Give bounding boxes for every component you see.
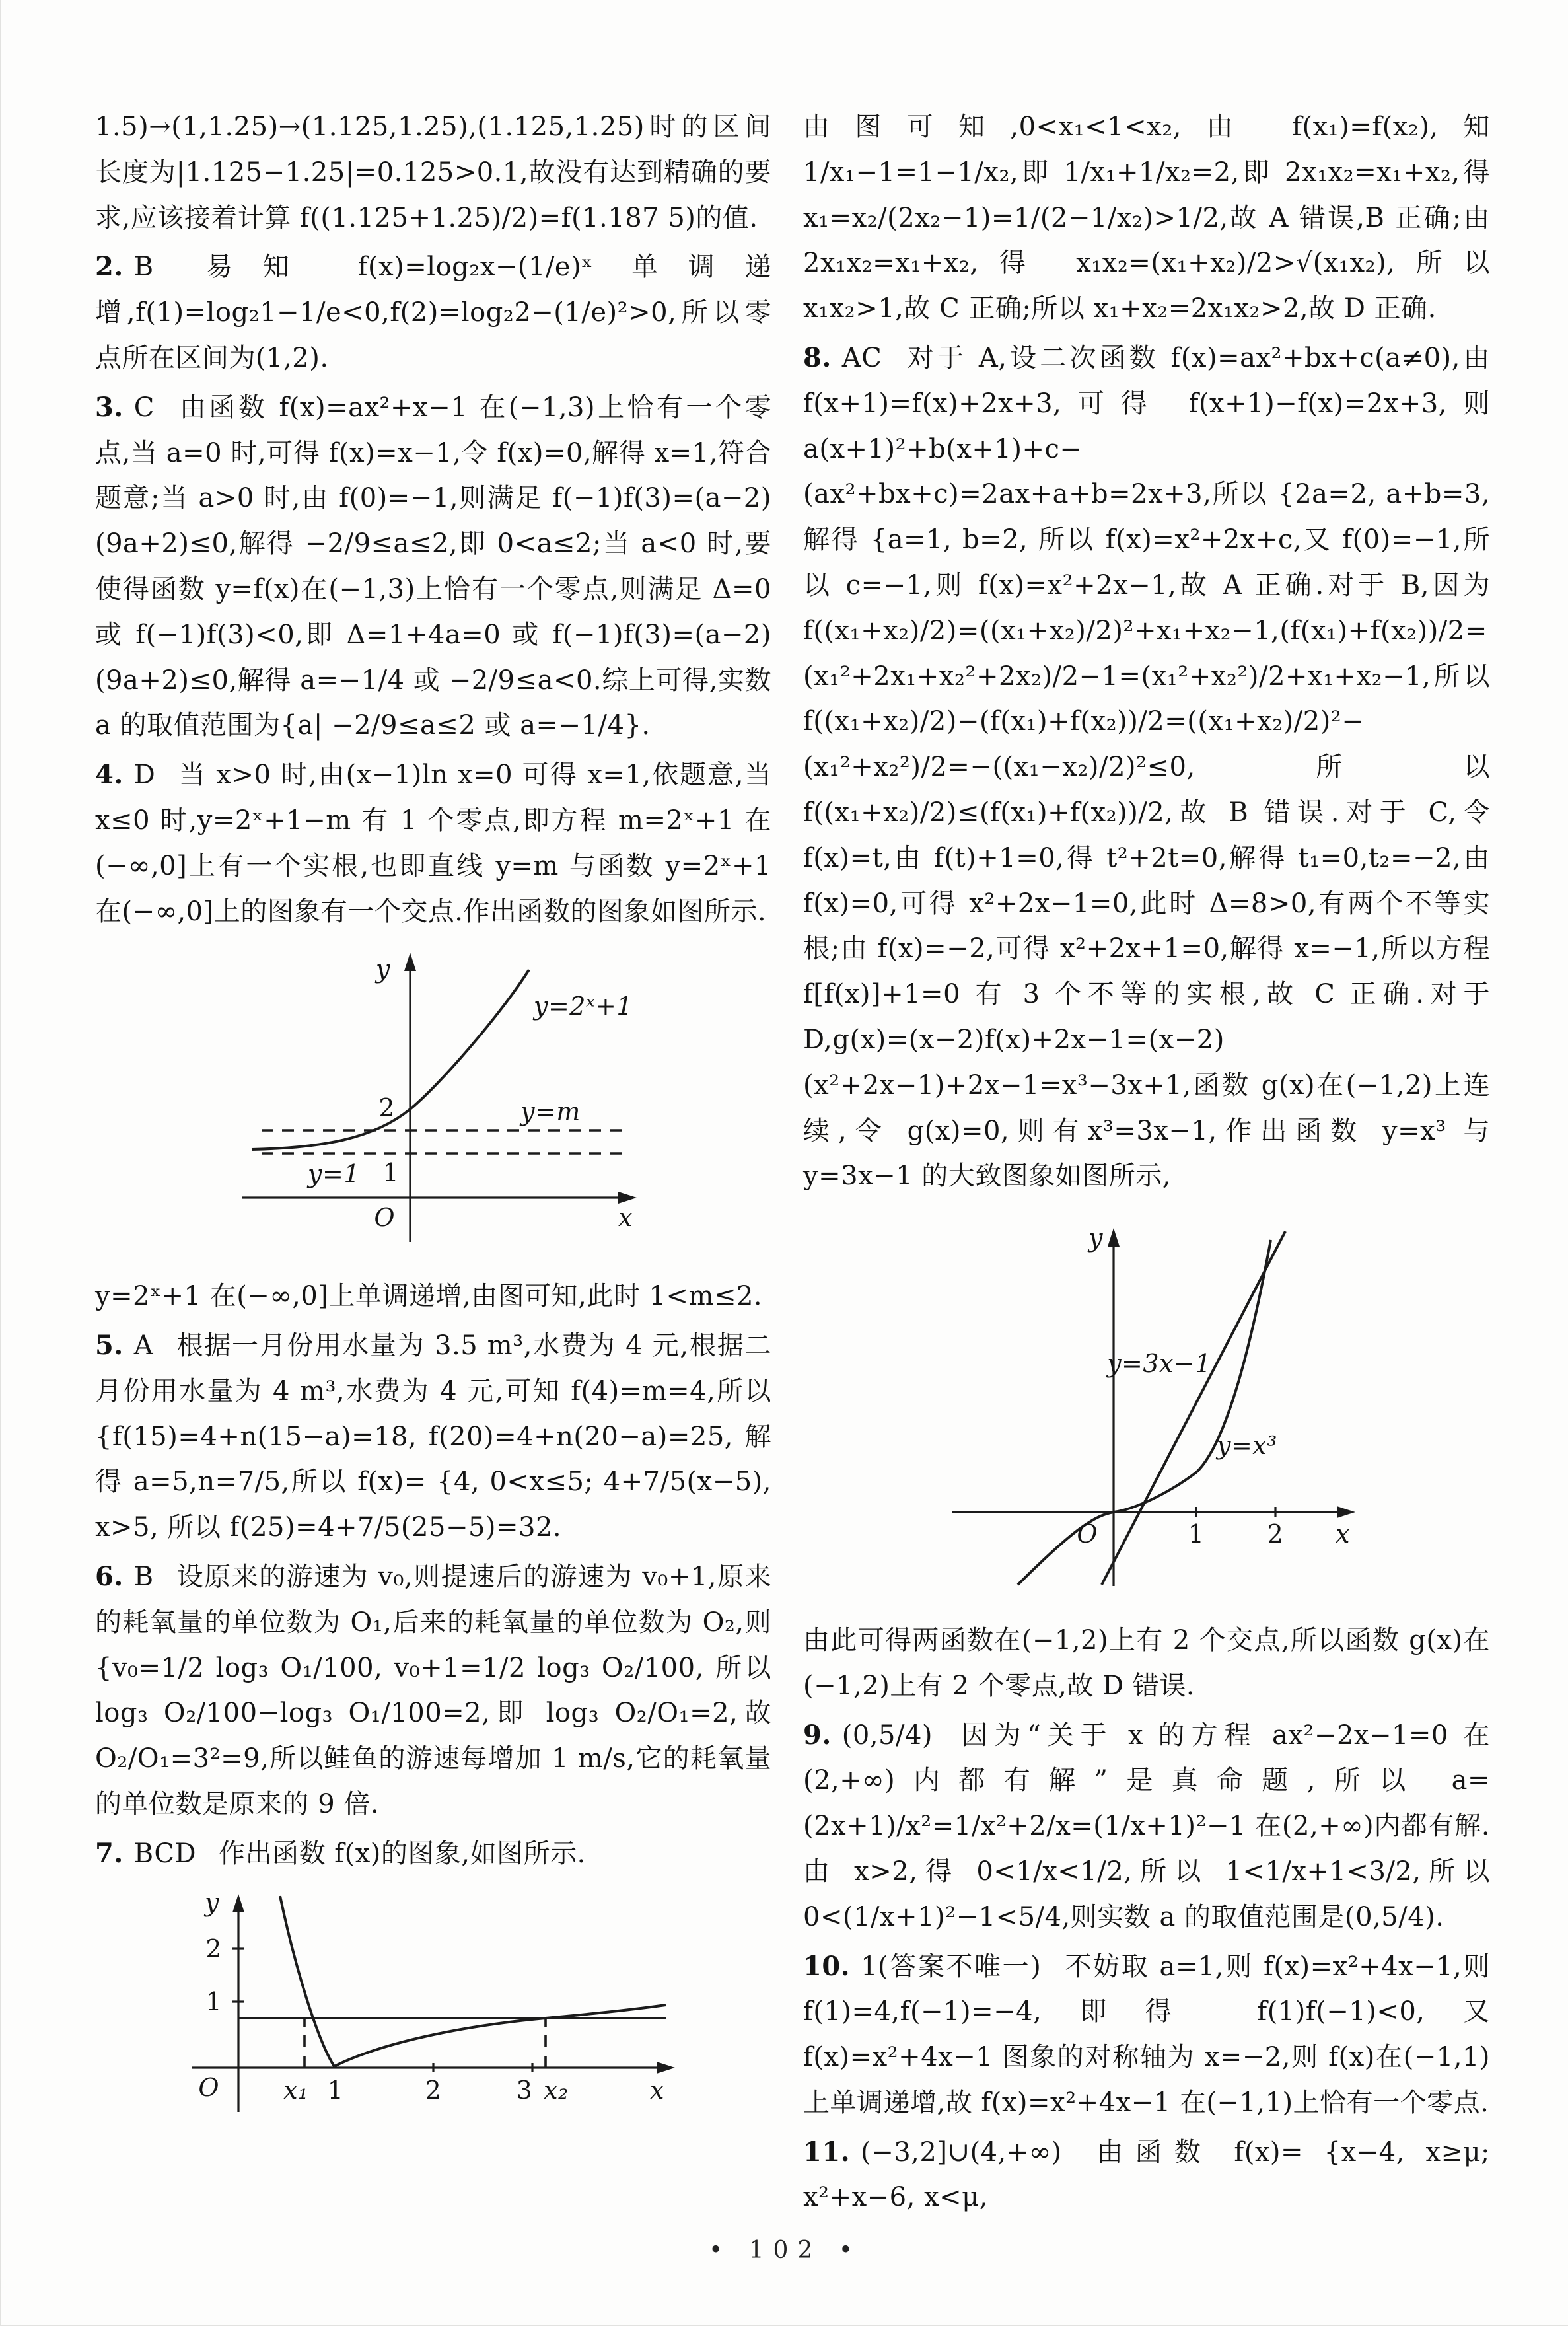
solution-body: 根据一月份用水量为 3.5 m³,水费为 4 元,根据二月份用水量为 4 m³,水费为 4 元,可知 f(4)=m=4,所以 {f(15)=4+n(15−a)=18, f(20)=4+n(20−a)=25, 解得 a=5,n=7/5,所以 f(x)= {4, 0<x≤5; 4+7/5(x−5), x>5, 所以 f(25)=4+7/5(25−5)=32. xyxy=(95,1330,771,1543)
item-answer: (−3,2]∪(4,+∞) xyxy=(861,2136,1062,2167)
exp-curve xyxy=(252,970,529,1149)
y-axis-label: y xyxy=(205,1887,219,1917)
solution-body: 由函数 f(x)=ax²+x−1 在(−1,3)上恰有一个零点,当 a=0 时,可得 f(x)=x−1,令 f(x)=0,解得 x=1,符合题意;当 a>0 时,由 f(0)=−1,则满足 f(−1)f(3)=(a−2)(9a+2)≤0,解得 −2/9≤a≤2,即 0<a≤2;当 a<0 时,要使得函数 y=f(x)在(−1,3)上恰有一个零点,则满足 Δ=0 或 f(−1)f(3)<0,即 Δ=1+4a=0 或 f(−1)f(3)=(a−2)(9a+2)≤0,解得 a=−1/4 或 −2/9≤a<0.综上可得,实数 a 的取值范围为{a| −2/9≤a≤2 或 a=−1/4}. xyxy=(95,392,771,741)
y-axis-arrow xyxy=(404,953,416,971)
origin-label: O xyxy=(198,2072,219,2102)
fx-curve-descending xyxy=(280,1896,334,2066)
solution-body: 由此可得两函数在(−1,2)上有 2 个交点,所以函数 g(x)在(−1,2)上有 2 个零点,故 D 错误. xyxy=(803,1624,1490,1701)
y-axis-label: y xyxy=(376,955,390,984)
x-axis-arrow xyxy=(657,2062,675,2074)
cubic-curve xyxy=(1018,1240,1271,1585)
curve-label: y=2ˣ+1 xyxy=(534,992,633,1021)
solution-body: 对于 A,设二次函数 f(x)=ax²+bx+c(a≠0),由 f(x+1)=f(x)+2x+3,可得 f(x+1)−f(x)=2x+3,则 a(x+1)²+b(x+1)+c−(ax²+bx+c)=2ax+a+b=2x+3,所以 {2a=2, a+b=3, 解得 {a=1, b=2, 所以 f(x)=x²+2x+c,又 f(0)=−1,所以 c=−1,则 f(x)=x²+2x−1,故 A 正确.对于 B,因为 f((x₁+x₂)/2)=((x₁+x₂)/2)²+x₁+x₂−1,(f(x₁)+f(x₂))/2=(x₁²+2x₁+x₂²+2x₂)/2−1=(x₁²+x₂²)/2+x₁+x₂−1,所以 f((x₁+x₂)/2)−(f(x₁)+f(x₂))/2=((x₁+x₂)/2)²−(x₁²+x₂²)/2=−((x₁−x₂)/2)²≤0,所以 f((x₁+x₂)/2)≤(f(x₁)+f(x₂))/2,故 B 错误.对于 C,令 f(x)=t,由 f(t)+1=0,得 t²+2t=0,解得 t₁=0,t₂=−2,由 f(x)=0,可得 x²+2x−1=0,此时 Δ=8>0,有两个不等实根;由 f(x)=−2,可得 x²+2x+1=0,解得 x=−1,所以方程 f[f(x)]+1=0 有 3 个不等的实根,故 C 正确.对于 D,g(x)=(x−2)f(x)+2x−1=(x−2)(x²+2x−1)+2x−1=x³−3x+1,函数 g(x)在(−1,2)上连续,令 g(x)=0,则有x³=3x−1,作出函数 y=x³ 与 y=3x−1 的大致图象如图所示, xyxy=(803,342,1490,1192)
solution-7-continuation xyxy=(803,104,1490,332)
item-number: 2. xyxy=(95,251,124,283)
y-axis-arrow xyxy=(232,1894,244,1912)
item-number: 7. xyxy=(95,1837,124,1869)
tick-1-label: 1 xyxy=(327,2075,344,2105)
item-answer: C xyxy=(133,392,155,423)
item-number: 5. xyxy=(95,1329,124,1361)
origin-label: O xyxy=(1077,1519,1098,1549)
page-number: • 102 • xyxy=(708,2237,863,2264)
solution-body: 1.5)→(1,1.25)→(1.125,1.25),(1.125,1.25)时的区间长度为|1.125−1.25|=0.125>0.1,故没有达到精确的要求,应该接着计算 f((1.125+1.25)/2)=f(1.187 5)的值. xyxy=(95,112,771,233)
right-column xyxy=(803,104,1490,2224)
tick-3-label: 3 xyxy=(516,2075,533,2105)
curve-label: y=x³ xyxy=(1217,1431,1277,1461)
item-answer: BCD xyxy=(133,1838,197,1869)
tick-2-label: 2 xyxy=(378,1093,395,1123)
item-answer: 1(答案不唯一) xyxy=(861,1951,1042,1982)
solution-5 xyxy=(95,1323,771,1550)
item-number: 4. xyxy=(95,759,124,791)
solution-9 xyxy=(803,1713,1490,1940)
left-column xyxy=(95,104,771,2143)
x-axis-arrow xyxy=(1337,1506,1355,1518)
tick-y2-label: 2 xyxy=(205,1934,222,1963)
item-number: 8. xyxy=(803,342,832,373)
solution-3 xyxy=(95,385,771,748)
item-answer: AC xyxy=(841,342,882,373)
x-axis-label: x xyxy=(618,1203,633,1233)
cubic-line-graph-svg xyxy=(915,1208,1378,1591)
solution-8 xyxy=(803,336,1490,1199)
solution-1-continuation xyxy=(95,104,771,240)
item-answer: (0,5/4) xyxy=(841,1720,933,1751)
solution-10 xyxy=(803,1944,1490,2126)
solution-4 xyxy=(95,752,771,934)
solution-body: 当 x>0 时,由(x−1)ln x=0 可得 x=1,依题意,当 x≤0 时,y=2ˣ+1−m 有 1 个零点,即方程 m=2ˣ+1 在(−∞,0]上有一个实根,也即直线 y=m 与函数 y=2ˣ+1 在(−∞,0]上的图象有一个交点.作出函数的图象如图所示. xyxy=(95,760,771,927)
solution-body: 由函数 f(x)= {x−4, x≥μ; x²+x−6, x<μ, xyxy=(803,2136,1490,2213)
solution-4-conclusion xyxy=(95,1274,771,1319)
solution-body: 不妨取 a=1,则 f(x)=x²+4x−1,则 f(1)=4,f(−1)=−4,即得 f(1)f(−1)<0,又 f(x)=x²+4x−1 图象的对称轴为 x=−2,则 f(x)在(−1,1)上单调递增,故 f(x)=x²+4x−1 在(−1,1)上恰有一个零点. xyxy=(803,1951,1490,2118)
solution-8-conclusion xyxy=(803,1618,1490,1709)
item-number: 9. xyxy=(803,1719,832,1751)
x-axis-label: x xyxy=(1336,1519,1350,1549)
solution-body: 由图可知,0<x₁<1<x₂,由 f(x₁)=f(x₂),知 1/x₁−1=1−1/x₂,即 1/x₁+1/x₂=2,即 2x₁x₂=x₁+x₂,得 x₁=x₂/(2x₂−1)=1/(2−1/x₂)>1/2,故 A 错误,B 正确;由 2x₁x₂=x₁+x₂,得 x₁x₂=(x₁+x₂)/2>√(x₁x₂),所以 x₁x₂>1,故 C 正确;所以 x₁+x₂=2x₁x₂>2,故 D 正确. xyxy=(803,112,1490,324)
fx-graph-svg xyxy=(176,1886,691,2117)
item-answer: A xyxy=(133,1330,154,1361)
solution-7 xyxy=(95,1831,771,1877)
item-answer: D xyxy=(133,760,156,791)
line-label: y=3x−1 xyxy=(1107,1349,1211,1379)
one-line-label: y=1 xyxy=(308,1159,360,1189)
solution-body: 设原来的游速为 v₀,则提速后的游速为 v₀+1,原来的耗氧量的单位数为 O₁,后来的耗氧量的单位数为 O₂,则 {v₀=1/2 log₃ O₁/100, v₀+1=1/2 log₃ O₂/100, 所以 log₃ O₂/100−log₃ O₁/100=2,即 log₃ O₂/O₁=2,故 O₂/O₁=3²=9,所以鲑鱼的游速每增加 1 m/s,它的耗氧量的单位数是原来的 9 倍. xyxy=(95,1561,771,1819)
y-axis-arrow xyxy=(1108,1228,1120,1247)
figure-cubic-and-line-graph xyxy=(803,1208,1490,1606)
item-number: 10. xyxy=(803,1950,851,1982)
tick-x1-label: x₁ xyxy=(283,2075,308,2105)
tick-1-label: 1 xyxy=(382,1158,399,1188)
m-line-label: y=m xyxy=(520,1097,581,1127)
exponential-graph-svg xyxy=(222,943,645,1247)
solution-body: 作出函数 f(x)的图象,如图所示. xyxy=(219,1838,586,1869)
solution-body: y=2ˣ+1 在(−∞,0]上单调递增,由图可知,此时 1<m≤2. xyxy=(95,1281,763,1312)
x-axis-arrow xyxy=(618,1192,637,1204)
figure-fx-graph xyxy=(95,1886,771,2132)
tick-x2-label: x₂ xyxy=(544,2075,569,2105)
figure-exponential-graph xyxy=(95,943,771,1262)
solution-11 xyxy=(803,2130,1490,2221)
x-axis-label: x xyxy=(650,2075,664,2105)
item-number: 11. xyxy=(803,2136,851,2167)
solution-6 xyxy=(95,1554,771,1827)
item-number: 6. xyxy=(95,1560,124,1592)
solution-2 xyxy=(95,244,771,381)
y-axis-label: y xyxy=(1088,1223,1103,1253)
origin-label: O xyxy=(374,1203,395,1233)
item-answer: B xyxy=(133,252,154,283)
tick-y1-label: 1 xyxy=(205,1986,222,2016)
item-answer: B xyxy=(133,1561,154,1592)
tick-1-label: 1 xyxy=(1188,1519,1205,1549)
solution-body: 因为“关于 x 的方程 ax²−2x−1=0 在(2,+∞)内都有解”是真命题,所以 a=(2x+1)/x²=1/x²+2/x=(1/x+1)²−1 在(2,+∞)内都有解.由 x>2,得 0<1/x<1/2,所以 1<1/x+1<3/2,所以 0<(1/x+1)²−1<5/4,则实数 a 的取值范围是(0,5/4). xyxy=(803,1720,1490,1932)
item-number: 3. xyxy=(95,391,124,423)
tick-2-label: 2 xyxy=(1267,1519,1284,1549)
tick-2-label: 2 xyxy=(425,2075,442,2105)
solution-body: 易知 f(x)=log₂x−(1/e)ˣ 单调递增,f(1)=log₂1−1/e<0,f(2)=log₂2−(1/e)²>0,所以零点所在区间为(1,2). xyxy=(95,252,771,373)
fx-curve-ascending xyxy=(334,2005,666,2066)
